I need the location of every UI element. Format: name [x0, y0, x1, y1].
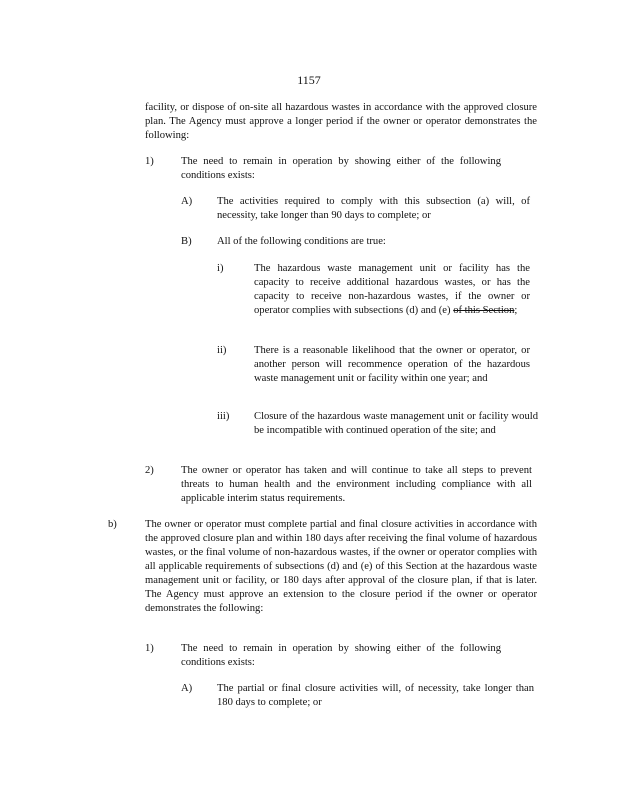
- opening-paragraph: facility, or dispose of on-site all hazardous wastes in accordance with the approved closure plan. The Agency must approve a longer period if the owner or operator demonstrates the following:: [145, 102, 537, 141]
- page-number: 1157: [297, 73, 321, 87]
- item-1-text: The need to remain in operation by showing either of the following conditions exists:: [181, 156, 501, 181]
- item-1b-i-label: i): [217, 263, 224, 274]
- item-1b-i-text: [254, 262, 530, 318]
- item-1b-text: All of the following conditions are true:: [217, 236, 386, 247]
- item-1b-i-tail: ;: [514, 305, 518, 316]
- item-1a-text: The activities required to comply with this subsection (a) will, of necessity, take longer than 90 days to complete; or: [217, 196, 530, 221]
- item-1b-ii-text: There is a reasonable likelihood that the owner or operator, or another person will recommence operation of the hazardous waste management unit or facility within one year; and: [254, 345, 530, 384]
- item-b-1-text: The need to remain in operation by showing either of the following conditions exists:: [181, 643, 501, 668]
- item-b-1a-label: A): [181, 683, 193, 694]
- item-b-1a-text: The partial or final closure activities will, of necessity, take longer than 180 days to complete; or: [217, 683, 534, 708]
- item-1b-i-main: The hazardous waste management unit or facility has the capacity to receive additional hazardous wastes, or has the capacity to receive non-hazardous wastes, if the owner or operator complies with subsections (d) and (e): [254, 263, 530, 316]
- item-2-text: The owner or operator has taken and will continue to take all steps to prevent threats to human health and the environment including compliance with all applicable interim status requirements.: [181, 465, 532, 504]
- item-1b-iii-text: Closure of the hazardous waste management unit or facility would be incompatible with continued operation of the site; and: [254, 411, 538, 436]
- item-2-label: 2): [145, 465, 154, 476]
- item-1b-label: B): [181, 236, 192, 247]
- item-1b-iii-label: iii): [217, 411, 230, 422]
- item-b-1-label: 1): [145, 643, 154, 654]
- struck-text: of this Section: [453, 305, 515, 316]
- item-1-label: 1): [145, 156, 154, 167]
- item-1a-label: A): [181, 196, 193, 207]
- item-1b-ii-label: ii): [217, 345, 227, 356]
- item-b-label: b): [108, 519, 117, 530]
- item-b-text: The owner or operator must complete partial and final closure activities in accordance with the approved closure plan and within 180 days after receiving the final volume of hazardous wastes, or the final volume of non-hazardous wastes, if the owner or operator complies with all applicable requirements of subsections (d) and (e) of this Section at the hazardous waste management unit or facility, or 180 days after approval of the closure plan, if that is later. The Agency must approve an extension to the closure period if the owner or operator demonstrates the following:: [145, 519, 537, 614]
